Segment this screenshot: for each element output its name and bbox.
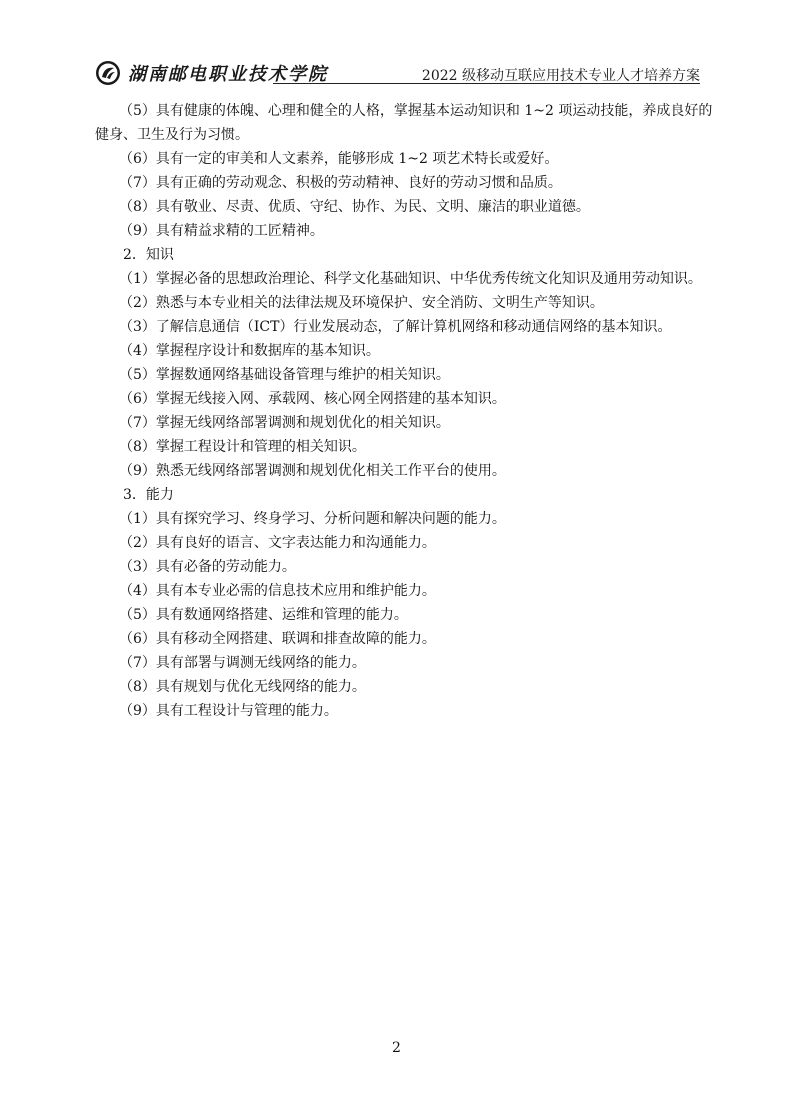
- section-heading-knowledge: 2．知识: [123, 247, 174, 263]
- text-line: （3）具有必备的劳动能力。: [119, 559, 296, 575]
- text-line: （2）具有良好的语言、文字表达能力和沟通能力。: [119, 535, 436, 551]
- text-line: （5）具有数通网络搭建、运维和管理的能力。: [119, 607, 408, 623]
- text-line: （4）掌握程序设计和数据库的基本知识。: [119, 343, 380, 359]
- text-line: （4）具有本专业必需的信息技术应用和维护能力。: [119, 583, 436, 599]
- text-line: （1）具有探究学习、终身学习、分析问题和解决问题的能力。: [119, 511, 506, 527]
- text-line: （8）具有敬业、尽责、优质、守纪、协作、为民、文明、廉洁的职业道德。: [119, 199, 590, 215]
- text-line: （7）具有正确的劳动观念、积极的劳动精神、良好的劳动习惯和品质。: [119, 175, 562, 191]
- text-line: （7）掌握无线网络部署调测和规划优化的相关知识。: [119, 415, 450, 431]
- text-line: （5）掌握数通网络基础设备管理与维护的相关知识。: [119, 367, 450, 383]
- text-line: （2）熟悉与本专业相关的法律法规及环境保护、安全消防、文明生产等知识。: [119, 295, 604, 311]
- page-number: 2: [392, 1040, 401, 1056]
- text-line: （6）具有一定的审美和人文素养，能够形成 1~2 项艺术特长或爱好。: [119, 151, 559, 167]
- header-divider: [273, 83, 700, 84]
- text-line: （1）掌握必备的思想政治理论、科学文化基础知识、中华优秀传统文化知识及通用劳动知识。: [119, 271, 702, 287]
- text-line: （6）掌握无线接入网、承载网、核心网全网搭建的基本知识。: [119, 391, 506, 407]
- section-heading-ability: 3．能力: [123, 487, 174, 503]
- text-line: 健身、卫生及行为习惯。: [95, 127, 249, 143]
- text-line: （5）具有健康的体魄、心理和健全的人格，掌握基本运动知识和 1~2 项运动技能，养成良好的: [119, 103, 713, 119]
- text-line: （6）具有移动全网搭建、联调和排查故障的能力。: [119, 631, 436, 647]
- text-line: （9）熟悉无线网络部署调测和规划优化相关工作平台的使用。: [119, 463, 506, 479]
- text-line: （9）具有精益求精的工匠精神。: [119, 223, 324, 239]
- school-emblem-icon: [95, 60, 121, 86]
- page-header: [95, 56, 700, 88]
- text-line: （8）具有规划与优化无线网络的能力。: [119, 679, 366, 695]
- school-name: 湖南邮电职业技术学院: [128, 64, 328, 85]
- text-line: （3）了解信息通信（ICT）行业发展动态，了解计算机网络和移动通信网络的基本知识。: [119, 319, 672, 335]
- document-body: [95, 99, 713, 723]
- text-line: （7）具有部署与调测无线网络的能力。: [119, 655, 366, 671]
- text-line: （8）掌握工程设计和管理的相关知识。: [119, 439, 366, 455]
- document-title: 2022 级移动互联应用技术专业人才培养方案: [421, 68, 700, 84]
- text-line: （9）具有工程设计与管理的能力。: [119, 703, 338, 719]
